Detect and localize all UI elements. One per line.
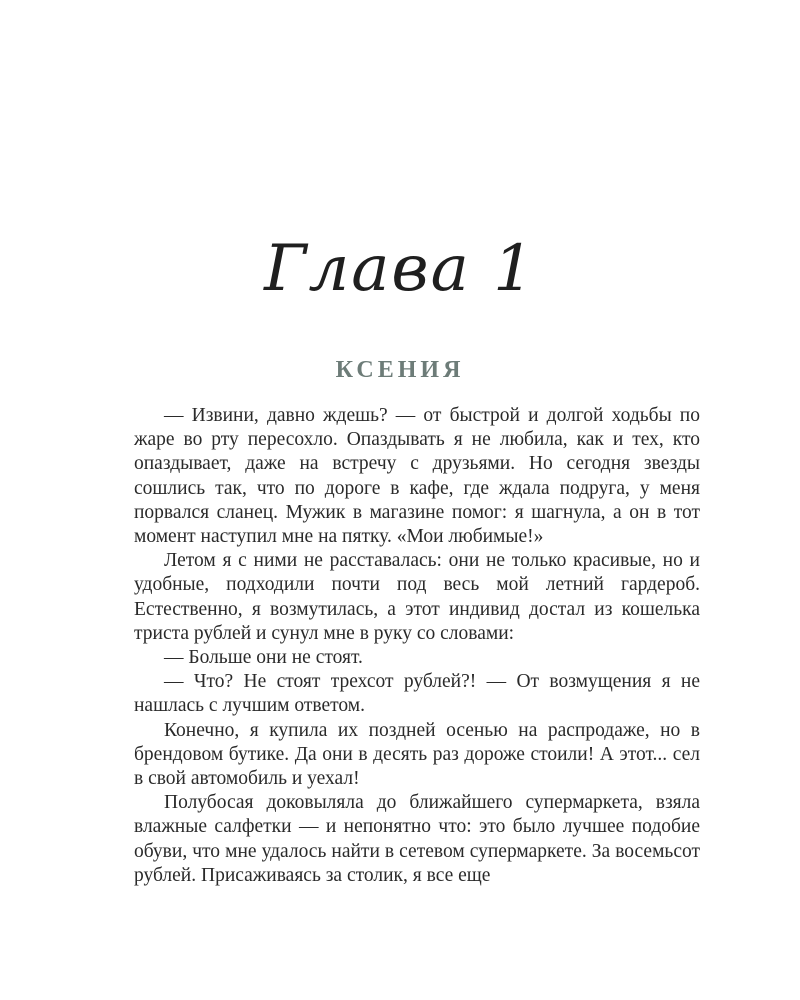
paragraph: — Что? Не стоят трехсот рублей?! — От возмущения я не нашлась с лучшим ответом. [134,671,700,717]
paragraph: — Больше они не стоят. [164,647,363,669]
paragraph: Полубосая доковыляла до ближайшего супермаркета, взяла влажные салфетки — и непонятно что: это было лучшее подобие обуви, что мне удалось найти в сетевом супермаркете. За восемьсот рублей. Присаживаясь за столик, я все еще [134,792,700,886]
paragraph: Конечно, я купила их поздней осенью на распродаже, но в брендовом бутике. Да они в десять раз дороже стоили! А этот... сел в свой автомобиль и уехал! [134,719,700,790]
chapter-text [134,404,700,888]
paragraph: Летом я с ними не расставалась: они не только красивые, но и удобные, подходили почти под весь мой летний гардероб. Естественно, я возмутилась, а этот индивид достал из кошелька триста рублей и сунул мне в руку со словами: [134,550,700,644]
chapter-subtitle: КСЕНИЯ [335,357,465,383]
paragraph: — Извини, давно ждешь? — от быстрой и долгой ходьбы по жаре во рту пересохло. Опаздывать я не любила, как и тех, кто опаздывает, даже на встречу с друзьями. Но сегодня звезды сошлись так, что по дороге в кафе, где ждала подруга, у меня порвался сланец. Мужик в магазине помог: я шагнула, а он в тот момент наступил мне на пятку. «Мои любимые!» [134,405,700,548]
chapter-title: Глава 1 [264,232,536,306]
